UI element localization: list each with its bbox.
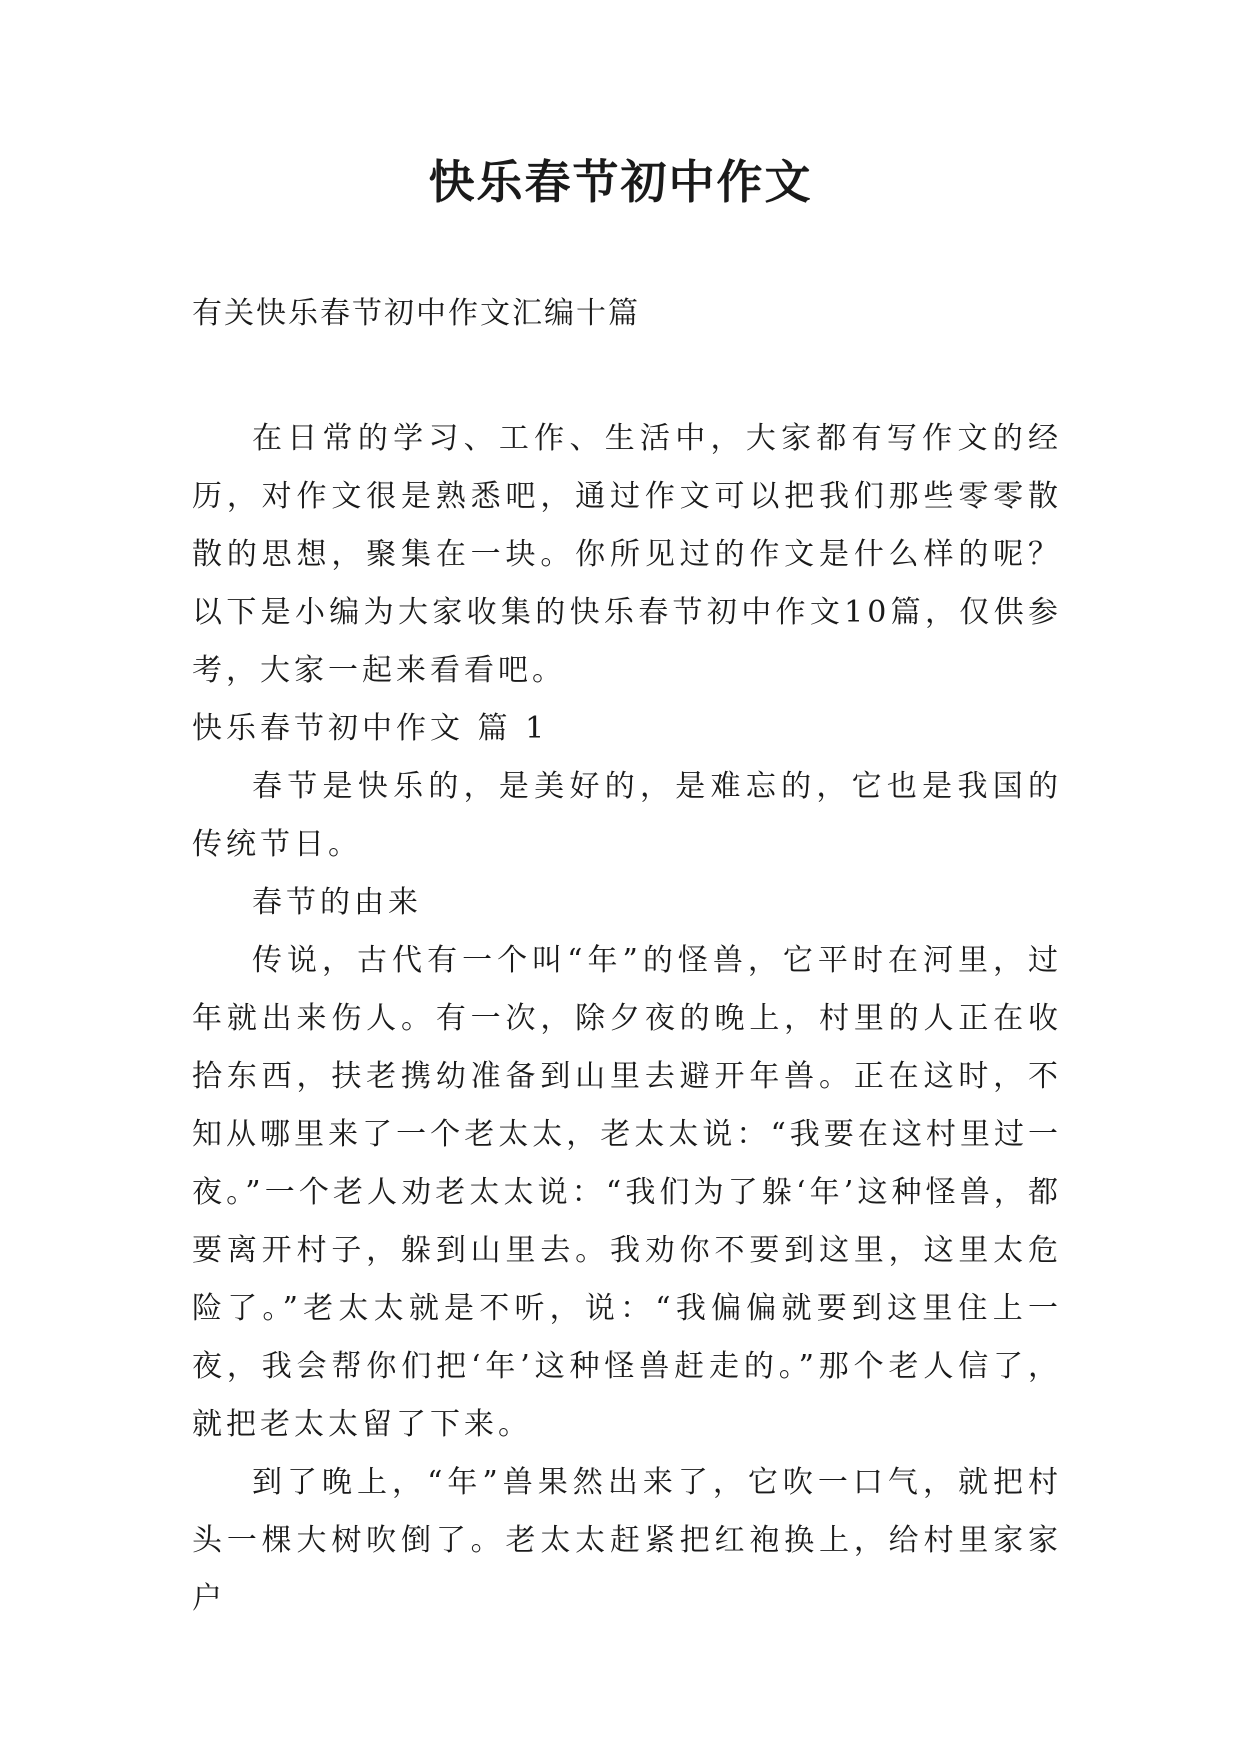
body-paragraph: 传说，古代有一个叫“年”的怪兽，它平时在河里，过年就出来伤人。有一次，除夕夜的晚上，村里的人正在收拾东西，扶老携幼准备到山里去避开年兽。正在这时，不知从哪里来了一个老太太，老太太说：“我要在这村里过一夜。”一个老人劝老太太说：“我们为了躲‘年’这种怪兽，都要离开村子，躲到山里去。我劝你不要到这里，这里太危险了。”老太太就是不听，说：“我偏偏就要到这里住上一夜，我会帮你们把‘年’这种怪兽赶走的。”那个老人信了，就把老太太留了下来。	[192, 943, 1062, 1442]
intro-paragraph: 在日常的学习、工作、生活中，大家都有写作文的经历，对作文很是熟悉吧，通过作文可以把我们那些零零散散的思想，聚集在一块。你所见过的作文是什么样的呢？以下是小编为大家收集的快乐春节初中作文10篇，仅供参考，大家一起来看看吧。	[192, 421, 1062, 688]
document-title: 快乐春节初中作文	[428, 155, 813, 209]
body-paragraph: 春节是快乐的，是美好的，是难忘的，它也是我国的传统节日。	[192, 769, 1062, 862]
section-heading: 快乐春节初中作文 篇 1	[192, 711, 549, 746]
document-subtitle: 有关快乐春节初中作文汇编十篇	[192, 296, 640, 331]
body-paragraph-subheading: 春节的由来	[252, 885, 422, 920]
body-paragraph: 到了晚上，“年”兽果然出来了，它吹一口气，就把村头一棵大树吹倒了。老太太赶紧把红袍换上，给村里家家户	[192, 1465, 1062, 1616]
document-body	[192, 410, 1062, 1628]
